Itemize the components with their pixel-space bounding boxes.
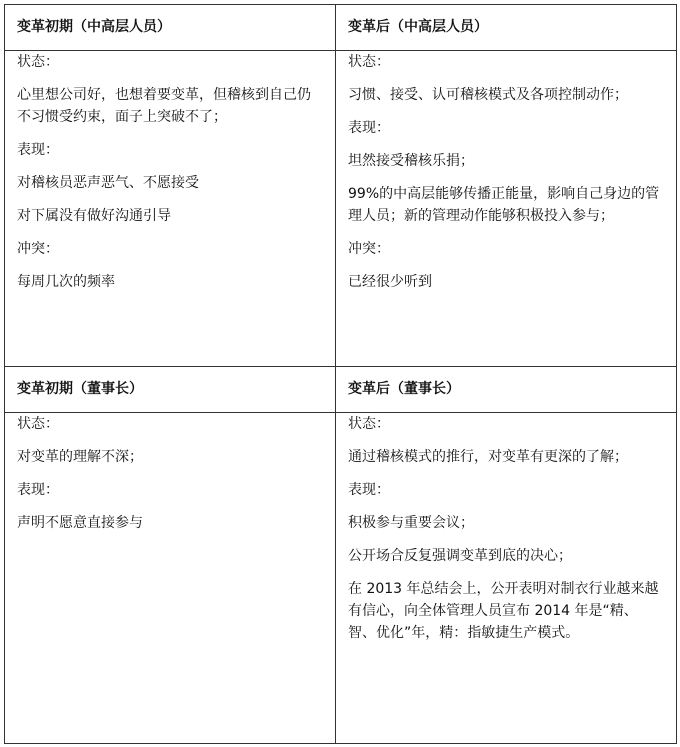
header-row-chairman: [5, 367, 677, 413]
paragraph: 已经很少听到: [348, 274, 432, 290]
paragraph: 公开场合反复强调变革到底的决心；: [348, 548, 572, 564]
paragraph: 状态：: [348, 54, 390, 70]
cell-after-chairman: [336, 413, 677, 744]
paragraph: 99%的中高层能够传播正能量，影响自己身边的管理人员；新的管理动作能够积极投入参与；: [348, 186, 660, 224]
header-after-mid-level: 变革后（中高层人员）: [336, 5, 677, 51]
paragraph: 表现：: [17, 142, 59, 158]
paragraph: 表现：: [348, 120, 390, 136]
paragraph: 表现：: [17, 482, 59, 498]
paragraph: 习惯、接受、认可稽核模式及各项控制动作；: [348, 87, 628, 103]
paragraph: 声明不愿意直接参与: [17, 515, 143, 531]
header-before-chairman: 变革初期（董事长）: [5, 367, 336, 413]
paragraph: 对变革的理解不深；: [17, 449, 143, 465]
paragraph: 对下属没有做好沟通引导: [17, 208, 171, 224]
paragraph: 坦然接受稽核乐捐；: [348, 153, 474, 169]
paragraph: 冲突：: [17, 241, 59, 257]
paragraph: 状态：: [348, 416, 390, 432]
paragraph: 状态：: [17, 416, 59, 432]
cell-after-mid-level: [336, 51, 677, 367]
paragraph: 在 2013 年总结会上，公开表明对制衣行业越来越有信心，向全体管理人员宣布 2014 年是“精、智、优化”年，精：指敏捷生产模式。: [348, 581, 659, 641]
content-row-mid-level: [5, 51, 677, 367]
header-after-chairman: 变革后（董事长）: [336, 367, 677, 413]
paragraph: 积极参与重要会议；: [348, 515, 474, 531]
header-before-mid-level: 变革初期（中高层人员）: [5, 5, 336, 51]
comparison-table: [4, 4, 677, 744]
paragraph: 心里想公司好，也想着要变革，但稽核到自己仍不习惯受约束，面子上突破不了；: [17, 87, 311, 125]
paragraph: 对稽核员恶声恶气、不愿接受: [17, 175, 199, 191]
header-row-mid-level: [5, 5, 677, 51]
content-row-chairman: [5, 413, 677, 744]
paragraph: 通过稽核模式的推行，对变革有更深的了解；: [348, 449, 628, 465]
paragraph: 冲突：: [348, 241, 390, 257]
cell-before-mid-level: [5, 51, 336, 367]
paragraph: 表现：: [348, 482, 390, 498]
paragraph: 状态：: [17, 54, 59, 70]
paragraph: 每周几次的频率: [17, 274, 115, 290]
cell-before-chairman: [5, 413, 336, 744]
